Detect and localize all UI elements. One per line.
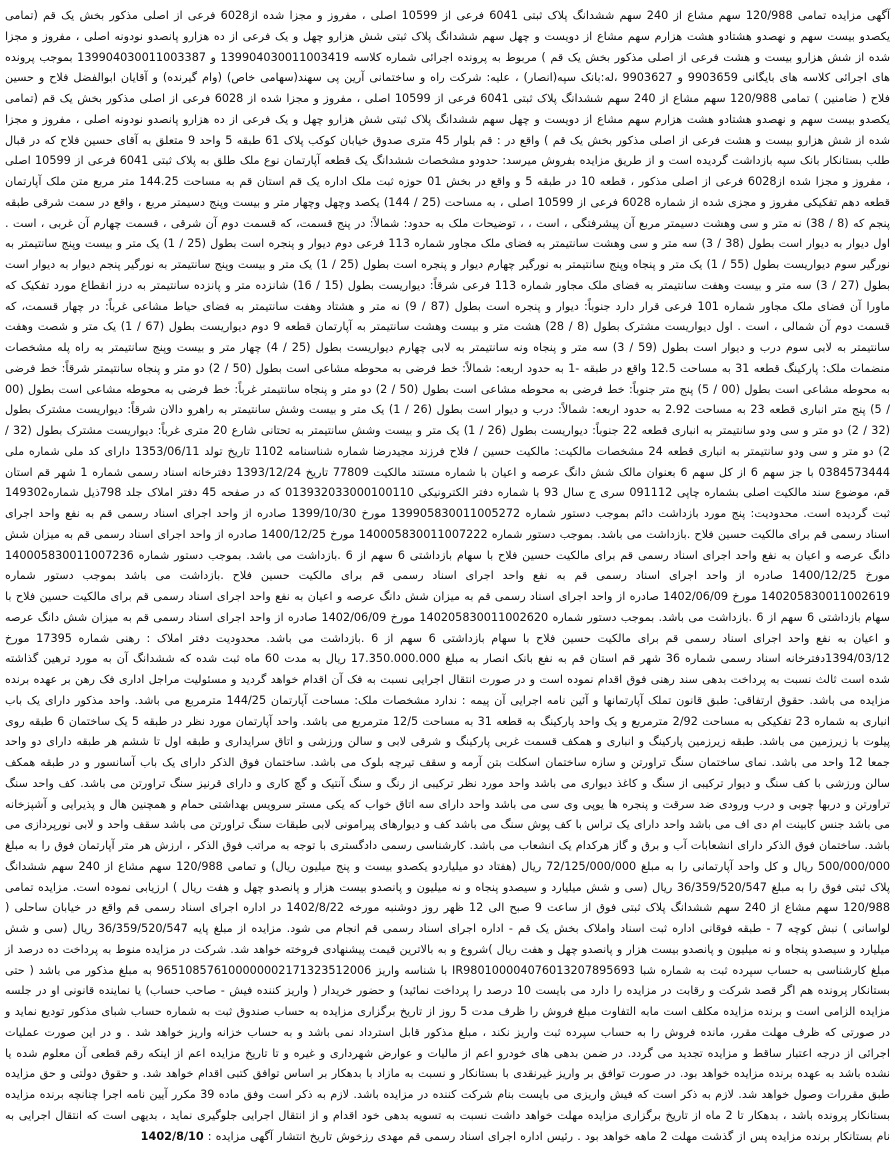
auction-notice-text (5, 6, 890, 1147)
notice-body: آگهی مزایده تمامی 120/988 سهم مشاع از 240 سهم ششدانگ پلاک ثبتی 6041 فرعی از 10599 اصلی ، مفروز و مجزا شده از6028 فرعی از اصلی مذکور بخش یک قم (تمامی یکصدو بیست سهم و نهصدو هشتادو هشت هزارم سهم مشاع از دویست و چهل سهم ششدانگ پلاک ثبتی شش هزارو چهل و یک فرعی از ده هزارو پانصدو نودونه اصلی ، مفروز و مجزا شده از شش هزارو بیست و هشت فرعی از اصلی مذکور بخش یک قم ) مربوط به پرونده اجرائی شماره کلاسه 139904030011003419 و 139904030011003387 بموجب پرونده های اجرائی کلاسه های بایگانی 9903659 و 9903627 ،له:بانک سپه(انصار) ، علیه: شرکت راه و ساختمانی آرین پی سهند(سهامی خاص) (وام گیرنده) و آقایان ابوالفضل فلاح و حسین فلاح ( ضامنین ) تمامی 120/988 سهم مشاع از 240 سهم ششدانگ پلاک ثبتی 6041 فرعی از 10599 اصلی ، مفروز و مجزا شده از 6028 فرعی از اصلی مذکور بخش یک قم (تمامی یکصدو بیست سهم و نهصدو هشتادو هشت هزارم سهم مشاع از دویست و چهل سهم ششدانگ پلاک ثبتی شش هزارو چهل و یک فرعی از ده هزارو پانصدو نودونه اصلی ، مفروز و مجزا شده از شش هزارو بیست و هشت فرعی از اصلی مذکور بخش یک قم ) واقع در : قم بلوار 45 متری صدوق خیابان کوکب پلاک 61 طبقه 5 واحد 9 متعلق به آقای حسین فلاح که در قبال طلب بستانکار بانک سپه بازداشت گردیده است و از طریق مزایده بفروش میرسد: حدودو مشخصات ششدانگ یک قطعه آپارتمان نوع ملک طلق به پلاک ثبتی 6041 فرعی از 10599 اصلی ، مفروز و مجزا شده از6028 فرعی از اصلی مذکور ، قطعه 10 در طبقه 5 و واقع در بخش 01 حوزه ثبت ملک اداره یک قم استان قم به مساحت 144.25 متر مربع متن ملک آپارتمان قطعه دهم تفکیکی مفروز و مجزی شده از شماره 6028 فرعی از 10599 اصلی ، به مساحت (25 / 144) یکصد وچهل وچهار متر و بیست وپنج دسیمتر مربع ، واقع در سمت شرقی طبقه پنجم که (8 / 38) نه متر و سی وهشت دسیمتر مربع آن پیشرفتگی ، است ، ، توضیحات ملک به حدود: شمالاً: در پنج قسمت، که قسمت دوم آن شرقی ، قسمت چهارم آن غربی ، است . اول دیوار به دیوار است بطول (38 / 3) سه متر و سی وهشت سانتیمتر به فضای ملک مجاور شماره 113 فرعی دوم دیوار و پنجره است بطول (25 / 1) یک متر و بیست وپنج سانتیمتر به نورگیر سوم دیواریست بطول (55 / 1) یک متر و پنجاه وپنج سانتیمتر به نورگیر چهارم دیوار و پنجره است بطول (25 / 1) یک متر و بیست وپنج سانتیمتر به نورگیر پنجم دیوار به دیوار است بطول (27 / 3) سه متر و بیست وهفت سانتیمتر به فضای ملک مجاور شماره 113 فرعی شرقاً: دیواریست بطول (15 / 16) شانزده متر و پانزده سانتیمتر به درز انقطاع مورد تفکیک که ماورا آن فضای ملک مجاور شماره 101 فرعی قرار دارد جنوباً: دیوار و پنجره است بطول (87 / 9) نه متر و هشتاد وهفت سانتیمتر به فضای حیاط مشاعی غرباً: در چهار قسمت، که قسمت دوم آن شمالی ، است . اول دیواریست مشترک بطول (8 / 28) هشت متر و بیست وهشت سانتیمتر به آپارتمان قطعه 9 دوم دیواریست بطول (67 / 1) یک متر و شصت وهفت سانتیمتر به لابی سوم درب و دیوار است بطول (59 / 3) سه متر و پنجاه ونه سانتیمتر به لابی چهارم دیواریست بطول (25 / 4) چهار متر و بیست وپنج سانتیمتر به راه پله مشخصات منضمات ملک: پارکینگ قطعه 31 به مساحت 12.5 واقع در طبقه -1 به حدود اربعه: شمالاً: خط فرضی به محوطه مشاعی است بطول (50 / 2) دو متر و پنجاه سانتیمتر شرقاً: خط فرضی به محوطه مشاعی است بطول (00 / 5) پنج متر جنوباً: خط فرضی به محوطه مشاعی است بطول (50 / 2) دو متر و پنجاه سانتیمتر غرباً: خط فرضی به محوطه مشاعی است بطول (00 / 5) پنج متر انباری قطعه 23 به مساحت 2.92 به حدود اربعه: شمالاً: درب و دیوار است بطول (26 / 1) یک متر و بیست وشش سانتیمتر به راهرو دالان شرقاً: دیواریست مشترک بطول (32 / 2) دو متر و سی ودو سانتیمتر به انباری قطعه 22 جنوباً: دیواریست بطول (26 / 1) یک متر و بیست وشش سانتیمتر به تحتانی شارع 20 متری غرباً: دیواریست مشترک بطول (32 / 2) دو متر و سی ودو سانتیمتر به انباری قطعه 24 مشخصات مالکیت: مالکیت حسین / فلاح فرزند مجیدرضا شماره شناسنامه 1102 تاریخ تولد 1353/06/11 دارای کد ملی شماره ملی 0384573444 با جز سهم 6 از کل سهم 6 بعنوان مالک شش دانگ عرصه و اعیان با شماره مستند مالکیت 77809 تاریخ 1393/12/24 دفترخانه اسناد رسمی شماره 1 شهر قم استان قم، موضوع سند مالکیت اصلی بشماره چاپی 091112 سری ج سال 93 با شماره دفتر الکترونیکی 013932033000100110 که در صفحه 45 دفتر املاک جلد 798ذیل شماره149302 ثبت گردیده است. محدودیت: پنج مورد بازداشت دائم بموجب دستور شماره 139905830011005272 مورخ 1399/10/30 صادره از واحد اجرای اسناد رسمی قم به نفع واحد اجرای اسناد رسمی قم برای مالکیت حسین فلاح .بازداشت می باشد. بموجب دستور شماره 140005830011007222 مورخ 1400/12/25 صادره از واحد اجرای اسناد رسمی قم به میزان شش دانگ عرصه و اعیان به نفع واحد اجرای اسناد رسمی قم برای مالکیت حسین فلاح با سهام بازداشتی 6 سهم از 6 .بازداشت می باشد. بموجب دستور شماره 140005830011007236 مورخ 1400/12/25 صادره از واحد اجرای اسناد رسمی قم به نفع واحد اجرای اسناد رسمی قم برای مالکیت حسین فلاح .بازداشت می باشد بموجب دستور شماره 140205830011002619 مورخ 1402/06/09 صادره از واحد اجرای اسناد رسمی قم به میزان شش دانگ عرصه و اعیان به نفع واحد اجرای اسناد رسمی قم برای مالکیت حسین فلاح با سهام بازداشتی 6 سهم از 6 .بازداشت می باشد. بموجب دستور شماره 140205830011002620 مورخ 1402/06/09 صادره از واحد اجرای اسناد رسمی قم به میزان شش دانگ عرصه و اعیان به نفع واحد اجرای اسناد رسمی قم برای مالکیت حسین فلاح با سهام بازداشتی 6 سهم از 6 .بازداشت می باشد. محدودیت دفتر املاک : رهنی شماره 17395 مورخ 1394/03/12دفترخانه اسناد رسمی شماره 36 شهر قم استان قم به نفع بانک انصار به مبلغ 17.350.000.000 ریال به مدت 60 ماه ثبت شده که ششدانگ آن به مورد ترهین گذاشته شده است ثالث نسبت به پرداخت بدهی سند رهنی فوق اقدام نموده است و در صورت انتقال اجرایی نسبت به فک آن اقدام خواهد گردید و مسئولیت مراجل اداری فک رهن بر عهده برنده مزایده می باشد. حقوق ارتفاقی: طبق قانون تملک آپارتمانها و آئین نامه اجرایی آن پیمه : ندارد مشخصات ملک: مساحت آپارتمان 144/25 مترمربع می باشد. واحد مذکور دارای یک باب انباری به شماره 23 تفکیکی به مساحت 2/92 مترمربع و یک واحد پارکینگ به قطعه 31 به مساحت 12/5 مترمربع می باشد. واحد آپارتمان مورد نظر در طبقه 5 یک ساختمان 6 طبقه روی پیلوت با زیرزمین می باشد. طبقه زیرزمین پارکینگ و انباری و همکف قسمت غربی پارکینگ و شرقی لابی و سالن ورزشی و اتاق سرایداری و طبقه اول تا ششم هر طبقه دارای دو واحد جمعا 12 واحد می باشد. نمای ساختمان سنگ تراورتن و سازه ساختمان اسکلت بتن آرمه و سقف تیرچه بلوک می باشد. ساختمان فوق الذکر دارای یک باب آسانسور و در طبقه همکف سالن ورزشی با کف سنگ و دیوار ترکیبی از سنگ و کاغذ دیواری می باشد واحد مورد نظر ترکیبی از رنگ و سنگ آنتیک و گچ کاری و دارای قرنیز سنگ تراورتن می باشد. کف واحد سنگ تراورتن و دربها چوبی و درب ورودی ضد سرقت و پنجره ها یوپی وی سی می باشد واحد دارای سه اتاق خواب که یکی مستر سرویس بهداشتی حمام و همچنین هال و پذیرایی و آشپزخانه می باشد جنس کابینت ام دی اف می باشد واحد دارای یک تراس با کف پوش سنگ می باشد کف و دیوارهای پیرامونی لابی طبقات سنگ تراورتن می باشد سقف واحد و لابی نورپردازی می باشد. ساختمان فوق الذکر دارای انشعابات آب و برق و گاز هرکدام یک انشعاب می باشد. کارشناسی رسمی دادگستری با توجه به مراتب فوق الذکر ، ارزش هر متر آپارتمان فوق را به مبلغ 500/000/000 ریال و کل واحد آپارتمانی را به مبلغ 72/125/000/000 ریال (هفتاد دو میلیاردو یکصدو بیست و پنج میلیون ریال) و تمامی 120/988 سهم مشاع از 240 سهم ششدانگ پلاک ثبتی فوق را به مبلغ 36/359/520/547 ریال (سی و شش میلیارد و سیصدو پنجاه و نه میلیون و پانصدو بیست هزار و پانصدو چهل و هفت ریال ) ارزیابی نموده است. مزایده تمامی 120/988 سهم مشاع از 240 سهم ششدانگ پلاک ثبتی فوق از ساعت 9 صبح الی 12 ظهر روز دوشنبه مورخه 1402/8/22 در اداره اجرای اسناد رسمی قم واقع در خیابان ساحلی ( لواسانی ) نبش کوچه 7 - طبقه فوقانی اداره ثبت اسناد واملاک بخش یک قم - اداره اجرای اسناد رسمی قم انجام می شود. مزایده از مبلغ پایه 36/359/520/547 ریال (سی و شش میلیارد و سیصدو پنجاه و نه میلیون و پانصدو بیست هزار و پانصدو چهل و هفت ریال )شروع و به بالاترین قیمت پیشنهادی فروخته خواهد شد. شرکت در مزایده منوط به پرداخت ده درصد از مبلغ کارشناسی به حساب سپرده ثبت به شماره شبا IR980100004076013207895693 با شناسه واریز 965108576100000002171323512006 به مبلغ مذکور می باشد ( حتی بستانکار پرونده هم اگر قصد شرکت و رقابت در مزایده را دارد می بایست 10 درصد را پرداخت نمائید) و حضور خریدار ( واریز کننده فیش - صاحب حساب) یا نماینده قانونی او در جلسه مزایده الزامی است و برنده مزایده مکلف است مابه التفاوت مبلغ فروش را ظرف مدت 5 روز از تاریخ برگزاری مزایده به حساب صندوق ثبت به شماره حساب شبای مذکور تودیع نماید و در صورتی که ظرف مهلت مقرر، مانده فروش را به حساب سپرده ثبت واریز نکند ، مبلغ مذکور قابل استرداد نمی باشد و به حساب خزانه واریز خواهد شد . و در این صورت عملیات اجرائی از درجه اعتبار ساقط و مزایده تجدید می گردد. در ضمن بدهی های خودرو اعم از مالیات و عوارض شهرداری و غیره و تا تاریخ مزایده اعم از اینکه رقم قطعی آن معلوم شده یا نشده باشد به عهده برنده مزایده خواهد بود. در صورت توافق بر واریز غیرنقدی با بستانکار و نسبت به مازاد با بدهکار بر اساس توافق کتبی اقدام خواهد شد. و حقوق دولتی و حق مزایده طبق مقررات وصول خواهد شد. لازم به ذکر است که فیش واریزی می بایست بنام شرکت کننده در مزایده باشد. لازم به ذکر است وفق ماده 39 مکرر آیین نامه اجرا چنانچه برنده مزایده بستانکار پرونده باشد ، بدهکار تا 2 ماه از تاریخ برگزاری مزایده مهلت خواهد داشت نسبت به تسویه بدهی خود اقدام و از انتقال اجرایی جلوگیری نماید ، بدیهی است که انتقال اجرایی به نام بستانکار برنده مزایده پس از گذشت مهلت 2 ماهه خواهد بود . رئیس اداره اجرای اسناد رسمی قم مهدی رزخوش تاریخ انتشار آگهی مزایده : (5, 9, 891, 1143)
publish-date: 1402/8/10 (140, 1129, 204, 1143)
